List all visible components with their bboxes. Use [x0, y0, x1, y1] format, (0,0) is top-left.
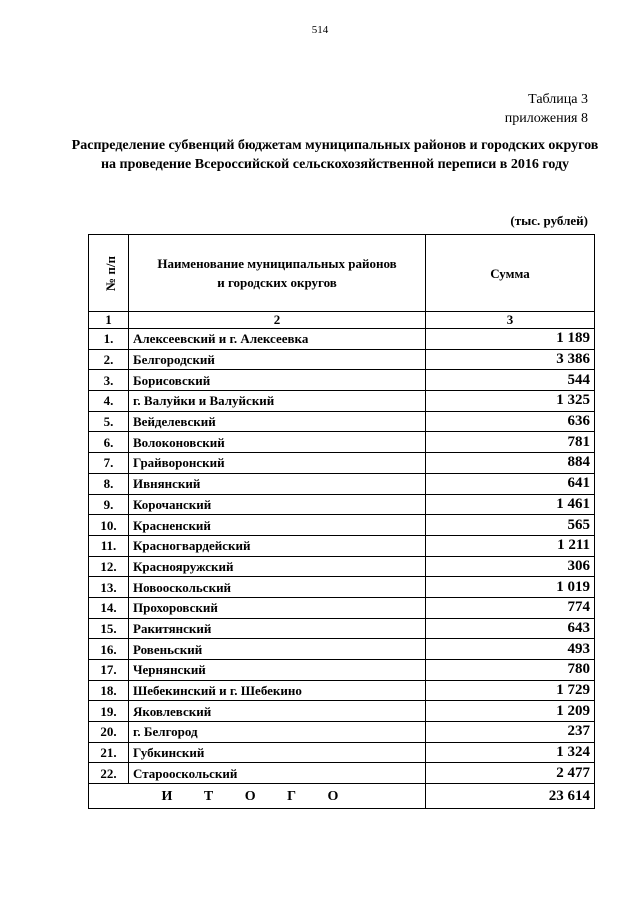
column-index: 2 — [129, 312, 426, 329]
table-row — [89, 329, 595, 350]
row-sum: 3 386 — [426, 349, 595, 370]
row-district-name: Корочанский — [129, 494, 426, 515]
row-sum: 306 — [426, 556, 595, 577]
row-number: 2. — [89, 349, 129, 370]
row-sum: 1 729 — [426, 680, 595, 701]
row-district-name: Старооскольский — [129, 763, 426, 784]
row-sum: 636 — [426, 411, 595, 432]
row-number: 8. — [89, 473, 129, 494]
row-sum: 237 — [426, 722, 595, 743]
row-district-name: г. Белгород — [129, 722, 426, 743]
row-number: 13. — [89, 577, 129, 598]
table-row — [89, 411, 595, 432]
row-sum: 1 324 — [426, 742, 595, 763]
total-row — [89, 784, 595, 809]
row-number: 18. — [89, 680, 129, 701]
row-sum: 2 477 — [426, 763, 595, 784]
row-number: 1. — [89, 329, 129, 350]
table-row — [89, 742, 595, 763]
row-sum: 780 — [426, 660, 595, 681]
row-district-name: Краснояружский — [129, 556, 426, 577]
table-row — [89, 577, 595, 598]
table-row — [89, 597, 595, 618]
row-sum: 1 461 — [426, 494, 595, 515]
table-row — [89, 515, 595, 536]
row-sum: 641 — [426, 473, 595, 494]
table-row — [89, 763, 595, 784]
row-number: 7. — [89, 453, 129, 474]
row-district-name: г. Валуйки и Валуйский — [129, 391, 426, 412]
subsidy-table — [88, 234, 595, 809]
table-reference-line1: Таблица 3 — [528, 92, 588, 107]
table-row — [89, 391, 595, 412]
row-number: 17. — [89, 660, 129, 681]
column-index-row — [89, 312, 595, 329]
row-number: 9. — [89, 494, 129, 515]
table-row — [89, 432, 595, 453]
row-sum: 1 019 — [426, 577, 595, 598]
row-district-name: Волоконовский — [129, 432, 426, 453]
row-number: 12. — [89, 556, 129, 577]
row-district-name: Новооскольский — [129, 577, 426, 598]
document-title: Распределение субвенций бюджетам муниципальных районов и городских округов на проведение Всероссийской сельскохозяйственной переписи в 2016 году — [71, 138, 599, 172]
row-district-name: Алексеевский и г. Алексеевка — [129, 329, 426, 350]
table-reference-line2: приложения 8 — [504, 111, 588, 126]
row-number: 6. — [89, 432, 129, 453]
table-row — [89, 680, 595, 701]
row-sum: 1 209 — [426, 701, 595, 722]
row-sum: 643 — [426, 618, 595, 639]
total-label: И Т О Г О — [89, 784, 426, 809]
row-sum: 1 325 — [426, 391, 595, 412]
column-header-name — [129, 235, 426, 312]
table-row — [89, 660, 595, 681]
table-row — [89, 701, 595, 722]
row-district-name: Шебекинский и г. Шебекино — [129, 680, 426, 701]
row-sum: 1 211 — [426, 535, 595, 556]
total-sum: 23 614 — [426, 784, 595, 809]
table-reference — [505, 90, 588, 128]
row-district-name: Ракитянский — [129, 618, 426, 639]
table-row — [89, 453, 595, 474]
column-index: 1 — [89, 312, 129, 329]
row-number: 20. — [89, 722, 129, 743]
table-row — [89, 556, 595, 577]
row-district-name: Борисовский — [129, 370, 426, 391]
row-number: 10. — [89, 515, 129, 536]
row-number: 21. — [89, 742, 129, 763]
row-sum: 565 — [426, 515, 595, 536]
row-sum: 884 — [426, 453, 595, 474]
row-number: 3. — [89, 370, 129, 391]
row-sum: 493 — [426, 639, 595, 660]
column-header-sum: Сумма — [426, 235, 595, 312]
table-row — [89, 370, 595, 391]
row-district-name: Чернянский — [129, 660, 426, 681]
row-sum: 774 — [426, 597, 595, 618]
row-number: 4. — [89, 391, 129, 412]
row-district-name: Белгородский — [129, 349, 426, 370]
row-number: 19. — [89, 701, 129, 722]
table-row — [89, 494, 595, 515]
row-district-name: Прохоровский — [129, 597, 426, 618]
row-number: 11. — [89, 535, 129, 556]
row-number: 22. — [89, 763, 129, 784]
row-sum: 544 — [426, 370, 595, 391]
column-header-name-line2: и городских округов — [217, 275, 337, 290]
table-header-row — [89, 235, 595, 312]
column-index: 3 — [426, 312, 595, 329]
column-header-number: № п/п — [89, 235, 129, 312]
row-district-name: Ровеньский — [129, 639, 426, 660]
table-row — [89, 722, 595, 743]
table-row — [89, 349, 595, 370]
row-number: 14. — [89, 597, 129, 618]
row-sum: 1 189 — [426, 329, 595, 350]
row-district-name: Губкинский — [129, 742, 426, 763]
row-number: 15. — [89, 618, 129, 639]
table-row — [89, 473, 595, 494]
row-number: 5. — [89, 411, 129, 432]
row-district-name: Грайворонский — [129, 453, 426, 474]
table-row — [89, 618, 595, 639]
units-label: (тыс. рублей) — [510, 213, 588, 228]
row-district-name: Вейделевский — [129, 411, 426, 432]
row-district-name: Ивнянский — [129, 473, 426, 494]
table-body — [89, 329, 595, 784]
row-sum: 781 — [426, 432, 595, 453]
row-district-name: Красногвардейский — [129, 535, 426, 556]
row-district-name: Яковлевский — [129, 701, 426, 722]
table-row — [89, 535, 595, 556]
table-row — [89, 639, 595, 660]
page-number: 514 — [311, 24, 329, 36]
column-header-name-line1: Наименование муниципальных районов — [157, 256, 397, 271]
row-number: 16. — [89, 639, 129, 660]
row-district-name: Красненский — [129, 515, 426, 536]
